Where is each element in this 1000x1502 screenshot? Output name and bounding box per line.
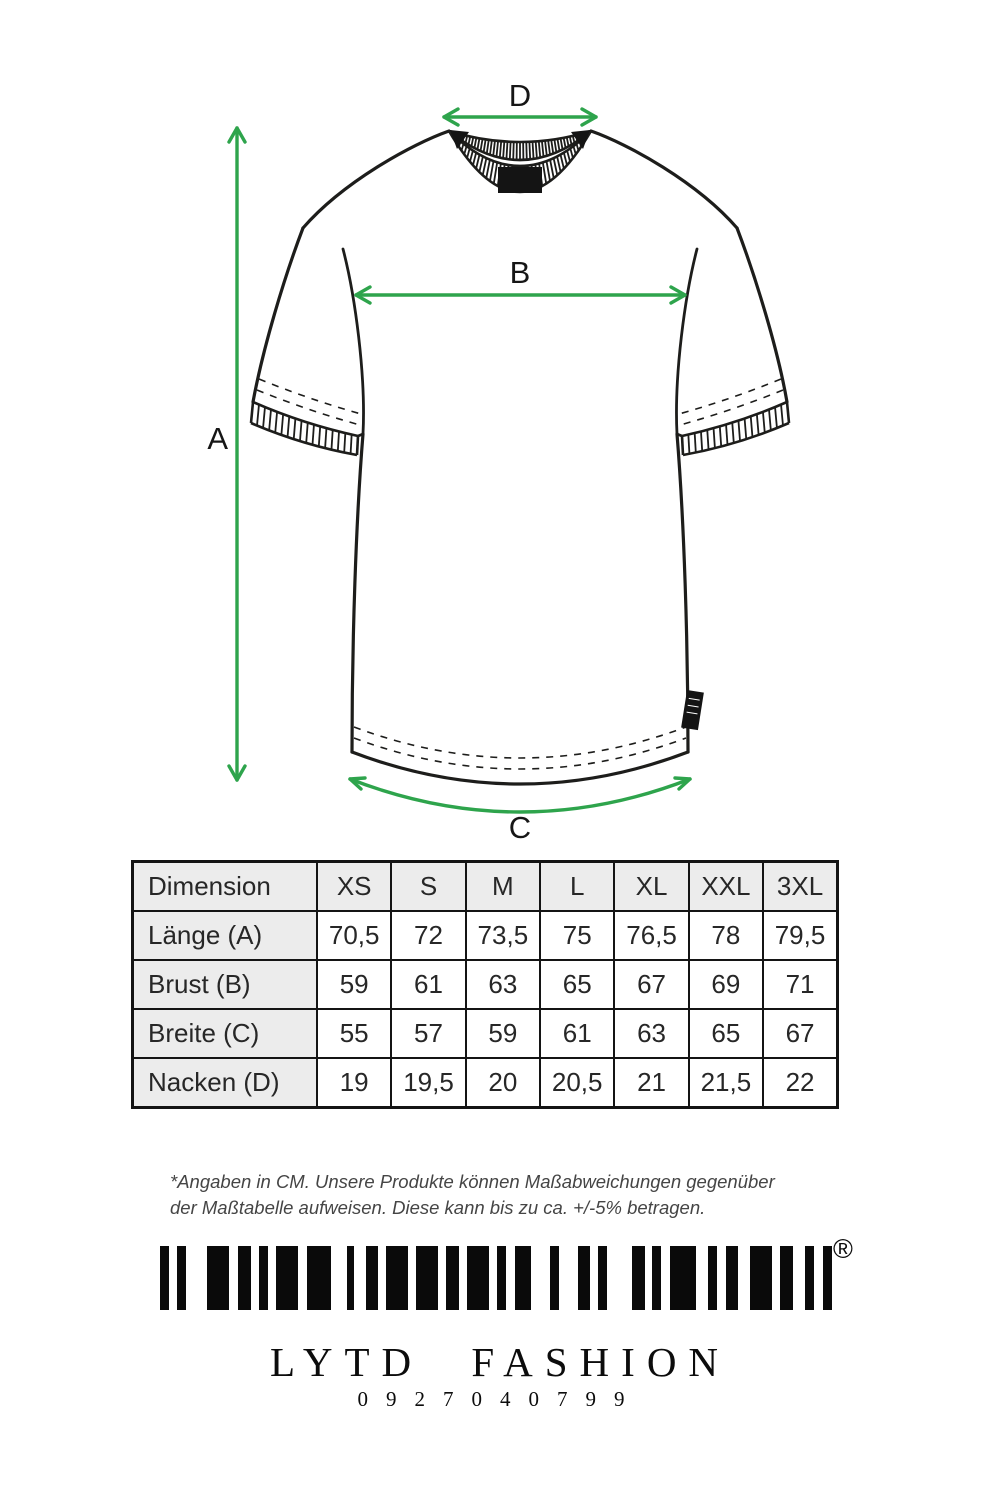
size-cell: 20,5 [540,1058,614,1108]
size-cell: 61 [391,960,465,1009]
size-cell: 63 [614,1009,688,1058]
neck-label [498,167,542,193]
size-cell: 69 [689,960,763,1009]
size-cell: 19 [317,1058,391,1108]
side-seam-tag [681,690,704,730]
disclaimer-line: *Angaben in CM. Unsere Produkte können Maßabweichungen gegenüber [170,1171,775,1192]
size-cell: 55 [317,1009,391,1058]
size-cell: 57 [391,1009,465,1058]
size-cell: 79,5 [763,911,837,960]
barcode [160,1246,832,1310]
size-cell: 75 [540,911,614,960]
column-header: L [540,862,614,912]
table-row [133,960,838,1009]
brand-name: LYTD FASHION [269,1339,731,1385]
column-header: XL [614,862,688,912]
size-table [131,860,839,1109]
disclaimer-line: der Maßtabelle aufweisen. Diese kann bis zu ca. +/-5% betragen. [170,1197,706,1218]
measure-arrow-a [207,128,245,780]
dimension-label-b: B [509,255,531,290]
size-cell: 76,5 [614,911,688,960]
row-label: Nacken (D) [133,1058,318,1108]
column-header: S [391,862,465,912]
measure-arrow-c [350,778,690,845]
size-cell: 20 [466,1058,540,1108]
table-row [133,1058,838,1108]
size-cell: 71 [763,960,837,1009]
table-header-row [133,862,838,912]
column-header: Dimension [133,862,318,912]
size-cell: 70,5 [317,911,391,960]
size-cell: 59 [317,960,391,1009]
dimension-label-c: C [508,810,532,845]
size-cell: 67 [614,960,688,1009]
dimension-label-a: A [207,421,228,456]
size-cell: 73,5 [466,911,540,960]
measure-arrow-d [444,78,596,125]
registered-trademark-icon: ® [833,1234,853,1264]
size-cell: 67 [763,1009,837,1058]
size-cell: 21,5 [689,1058,763,1108]
table-row [133,911,838,960]
row-label: Brust (B) [133,960,318,1009]
size-cell: 21 [614,1058,688,1108]
column-header: XXL [689,862,763,912]
column-header: 3XL [763,862,837,912]
table-row [133,1009,838,1058]
size-cell: 65 [689,1009,763,1058]
size-cell: 63 [466,960,540,1009]
column-header: XS [317,862,391,912]
row-label: Länge (A) [133,911,318,960]
measure-arrow-b [356,255,685,303]
size-cell: 22 [763,1058,837,1108]
measurement-disclaimer [170,1169,850,1221]
column-header: M [466,862,540,912]
row-label: Breite (C) [133,1009,318,1058]
size-cell: 65 [540,960,614,1009]
size-cell: 78 [689,911,763,960]
barcode-number: 0927040799 [357,1387,643,1411]
tshirt-outline [251,131,789,784]
size-cell: 59 [466,1009,540,1058]
size-cell: 61 [540,1009,614,1058]
size-cell: 72 [391,911,465,960]
dimension-label-d: D [508,78,532,113]
size-cell: 19,5 [391,1058,465,1108]
stitch-lines [257,379,783,769]
